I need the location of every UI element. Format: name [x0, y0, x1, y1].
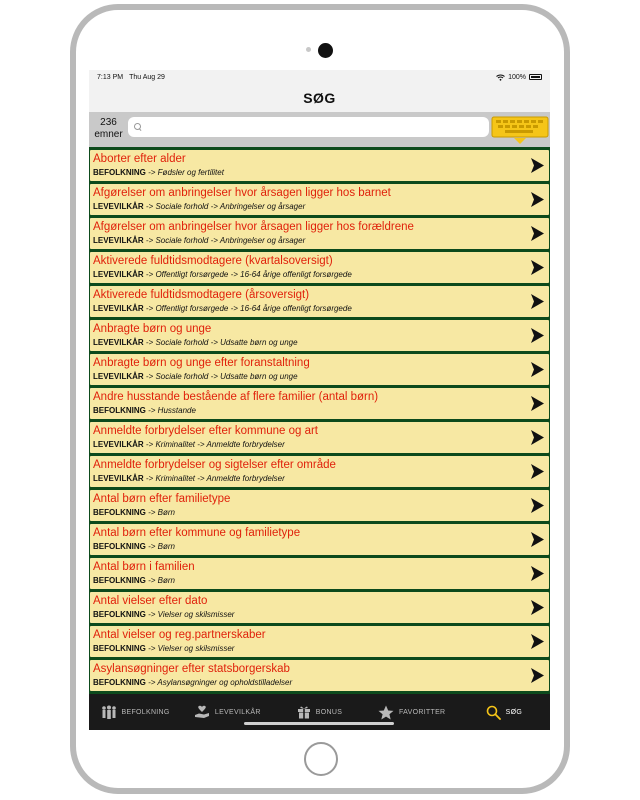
status-date: Thu Aug 29 — [129, 73, 165, 81]
list-item-title: Antal vielser og reg.partnerskaber — [93, 629, 266, 641]
list-item[interactable] — [90, 490, 549, 521]
list-item-subpath: -> Børn — [145, 576, 176, 585]
list-item-subpath: -> Asylansøgninger og opholdstilladelser — [145, 678, 293, 687]
status-bar — [89, 70, 550, 84]
chevron-right-icon — [529, 395, 545, 412]
list-item-title: Aktiverede fuldtidsmodtagere (årsoversigt) — [93, 289, 310, 301]
list-item-path — [93, 508, 175, 517]
list-item-subpath: -> Vielser og skilsmisser — [145, 644, 235, 653]
list-item[interactable] — [90, 626, 549, 657]
tab-label: LEVEVILKÅR — [214, 708, 261, 716]
list-item-title: Anmeldte forbrydelser efter kommune og art — [93, 425, 318, 437]
list-item[interactable] — [90, 354, 549, 385]
list-item-root: LEVEVILKÅR — [93, 304, 144, 313]
list-item-path — [93, 304, 352, 313]
list-item-title: Afgørelser om anbringelser hvor årsagen ligger hos barnet — [93, 187, 391, 199]
list-item-subpath: -> Sociale forhold -> Anbringelser og årsager — [143, 202, 306, 211]
list-item-root: LEVEVILKÅR — [93, 474, 144, 483]
tab-label: BONUS — [315, 708, 343, 716]
list-item[interactable] — [90, 150, 549, 181]
list-item-root: BEFOLKNING — [93, 576, 146, 585]
list-item-title: Antal børn efter familietype — [93, 493, 231, 505]
list-item-path — [93, 372, 298, 381]
wifi-icon — [496, 74, 505, 81]
list-item-subpath: -> Offentligt forsørgede -> 16-64 årige offenligt forsørgede — [143, 304, 352, 313]
result-count-unit: emner — [94, 129, 123, 140]
home-indicator — [244, 722, 394, 725]
search-bar — [89, 112, 550, 147]
chevron-right-icon — [529, 667, 545, 684]
tab-label: SØG — [505, 708, 523, 716]
chevron-right-icon — [529, 293, 545, 310]
heart-hand-icon — [194, 705, 210, 719]
list-item-title: Afgørelser om anbringelser hvor årsagen ligger hos forældrene — [93, 221, 414, 233]
list-item-title: Andre husstande bestående af flere familier (antal børn) — [93, 391, 379, 403]
list-item-root: BEFOLKNING — [93, 406, 146, 415]
chevron-right-icon — [529, 191, 545, 208]
list-item-root: LEVEVILKÅR — [93, 372, 144, 381]
list-item-title: Anbragte børn og unge — [93, 323, 212, 335]
list-item[interactable] — [90, 456, 549, 487]
list-item-path — [93, 474, 285, 483]
chevron-right-icon — [529, 599, 545, 616]
list-item[interactable] — [90, 388, 549, 419]
list-item[interactable] — [90, 286, 549, 317]
list-item-title: Antal børn i familien — [93, 561, 195, 573]
search-field[interactable] — [128, 117, 489, 137]
list-item-title: Antal børn efter kommune og familietype — [93, 527, 301, 539]
list-item-root: BEFOLKNING — [93, 508, 146, 517]
list-item-path — [93, 202, 305, 211]
list-item-title: Aborter efter alder — [93, 153, 186, 165]
chevron-right-icon — [529, 157, 545, 174]
chevron-right-icon — [529, 259, 545, 276]
battery-icon — [529, 74, 542, 80]
list-item-path — [93, 678, 292, 687]
list-item-root: LEVEVILKÅR — [93, 440, 144, 449]
list-item-subpath: -> Børn — [145, 508, 176, 517]
list-item-subpath: -> Husstande — [145, 406, 196, 415]
list-item-path — [93, 644, 234, 653]
list-item[interactable] — [90, 558, 549, 589]
chevron-right-icon — [529, 531, 545, 548]
list-item-subpath: -> Fødsler og fertilitet — [145, 168, 224, 177]
chevron-right-icon — [529, 565, 545, 582]
list-item-path — [93, 338, 298, 347]
list-item-root: LEVEVILKÅR — [93, 236, 144, 245]
list-item-subpath: -> Sociale forhold -> Udsatte børn og unge — [143, 338, 298, 347]
list-item-root: BEFOLKNING — [93, 678, 146, 687]
list-item-path — [93, 168, 224, 177]
list-item-title: Anbragte børn og unge efter foranstaltning — [93, 357, 310, 369]
list-item-root: BEFOLKNING — [93, 168, 146, 177]
list-item-path — [93, 542, 175, 551]
list-item-subpath: -> Børn — [145, 542, 176, 551]
list-item-root: LEVEVILKÅR — [93, 202, 144, 211]
list-item-path — [93, 440, 285, 449]
tab-sog[interactable] — [458, 694, 550, 730]
chevron-right-icon — [529, 225, 545, 242]
list-item-subpath: -> Kriminalitet -> Anmeldte forbrydelser — [143, 474, 285, 483]
star-icon — [378, 705, 394, 720]
list-item-root: LEVEVILKÅR — [93, 270, 144, 279]
chevron-right-icon — [529, 327, 545, 344]
home-button[interactable] — [304, 742, 338, 776]
list-item-path — [93, 236, 305, 245]
list-item-subpath: -> Sociale forhold -> Anbringelser og årsager — [143, 236, 306, 245]
list-item-path — [93, 406, 196, 415]
list-item[interactable] — [90, 660, 549, 691]
camera-icon — [318, 43, 333, 58]
battery-percent: 100% — [508, 73, 526, 81]
list-item[interactable] — [90, 252, 549, 283]
tab-label: BEFOLKNING — [121, 708, 170, 716]
keyboard-icon[interactable] — [491, 116, 549, 146]
chevron-right-icon — [529, 429, 545, 446]
list-item[interactable] — [90, 592, 549, 623]
list-item-root: LEVEVILKÅR — [93, 338, 144, 347]
list-item-path — [93, 576, 175, 585]
chevron-right-icon — [529, 361, 545, 378]
chevron-right-icon — [529, 633, 545, 650]
search-icon — [134, 123, 142, 131]
list-item-subpath: -> Vielser og skilsmisser — [145, 610, 235, 619]
list-item-root: BEFOLKNING — [93, 542, 146, 551]
chevron-right-icon — [529, 497, 545, 514]
list-item[interactable] — [90, 218, 549, 249]
status-right — [496, 74, 542, 81]
result-count — [92, 117, 125, 141]
list-item-title: Asylansøgninger efter statsborgerskab — [93, 663, 290, 675]
list-item[interactable] — [90, 524, 549, 555]
gift-icon — [297, 705, 311, 719]
list-item[interactable] — [90, 422, 549, 453]
list-item-subpath: -> Offentligt forsørgede -> 16-64 årige offenligt forsørgede — [143, 270, 352, 279]
list-item-subpath: -> Sociale forhold -> Udsatte børn og unge — [143, 372, 298, 381]
list-item[interactable] — [90, 320, 549, 351]
list-item-title: Aktiverede fuldtidsmodtagere (kvartalsoversigt) — [93, 255, 333, 267]
tab-label: FAVORITTER — [398, 708, 446, 716]
status-time: 7:13 PM — [97, 73, 124, 81]
list-item-path — [93, 270, 352, 279]
app-screen — [89, 70, 550, 730]
page-title: SØG — [303, 90, 336, 106]
list-item-title: Antal vielser efter dato — [93, 595, 208, 607]
result-count-number: 236 — [100, 117, 117, 128]
list-item-path — [93, 610, 234, 619]
list-item-title: Anmeldte forbrydelser og sigtelser efter område — [93, 459, 336, 471]
people-icon — [101, 705, 117, 719]
search-input[interactable] — [146, 122, 466, 132]
tab-befolkning[interactable] — [89, 694, 181, 730]
list-item-root: BEFOLKNING — [93, 610, 146, 619]
list-item-subpath: -> Kriminalitet -> Anmeldte forbrydelser — [143, 440, 285, 449]
nav-bar — [89, 84, 550, 112]
results-list — [89, 147, 550, 694]
list-item[interactable] — [90, 184, 549, 215]
chevron-right-icon — [529, 463, 545, 480]
list-item-root: BEFOLKNING — [93, 644, 146, 653]
sensor-dot — [306, 47, 311, 52]
search-icon — [486, 705, 501, 720]
